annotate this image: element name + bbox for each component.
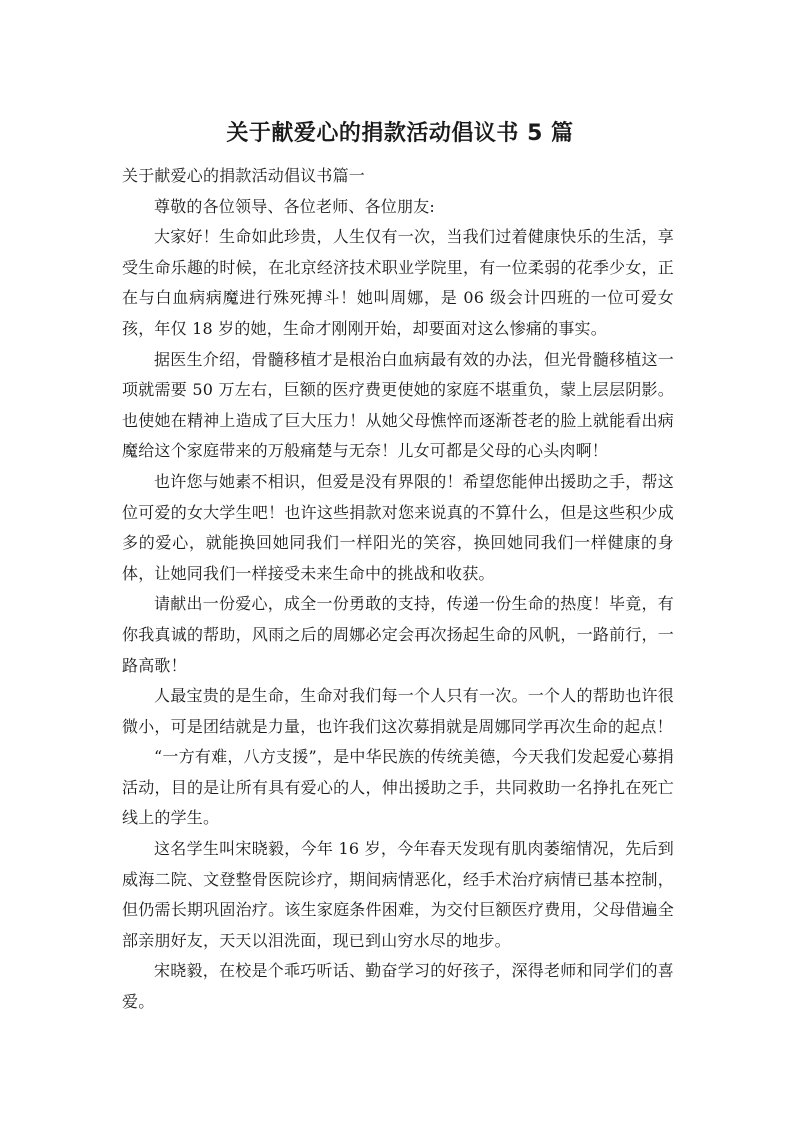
body-paragraph: 这名学生叫宋晓毅，今年 16 岁，今年春天发现有肌肉萎缩情况，先后到威海二院、文登整骨医院诊疗，期间病情恶化，经手术治疗病情已基本控制，但仍需长期巩固治疗。该生家庭条件困难，为交付巨额医疗费用，父母借遍全部亲朋好友，天天以泪洗面，现已到山穷水尽的地步。 [122,839,674,950]
salutation-paragraph: 尊敬的各位领导、各位老师、各位朋友: [154,196,435,216]
body-paragraph: 大家好！生命如此珍贵，人生仅有一次，当我们过着健康快乐的生活，享受生命乐趣的时候，在北京经济技术职业学院里，有一位柔弱的花季少女，正在与白血病病魔进行殊死搏斗！她叫周娜，是 06 级会计四班的一位可爱女孩，年仅 18 岁的她，生命才刚刚开始，却要面对这么惨痛的事实。 [122,227,674,338]
body-paragraph: “一方有难，八方支援”，是中华民族的传统美德，今天我们发起爱心募捐活动，目的是让所有具有爱心的人，伸出援助之手，共同救助一名挣扎在死亡线上的学生。 [122,747,674,828]
body-paragraph: 宋晓毅，在校是个乖巧听话、勤奋学习的好孩子，深得老师和同学们的喜爱。 [122,961,674,1012]
section-heading: 关于献爱心的捐款活动倡议书篇一 [122,166,366,185]
document-body [122,161,674,1018]
body-paragraph: 人最宝贵的是生命，生命对我们每一个人只有一次。一个人的帮助也许很微小，可是团结就是力量，也许我们这次募捐就是周娜同学再次生命的起点！ [122,686,674,736]
body-paragraph: 也许您与她素不相识，但爱是没有界限的！希望您能伸出援助之手，帮这位可爱的女大学生吧！也许这些捐款对您来说真的不算什么，但是这些积少成多的爱心，就能换回她同我们一样阳光的笑容，换回她同我们一样健康的身体，让她同我们一样接受未来生命中的挑战和收获。 [122,471,674,583]
body-paragraph: 请献出一份爱心，成全一份勇敢的支持，传递一份生命的热度！毕竟，有你我真诚的帮助，风雨之后的周娜必定会再次扬起生命的风帆，一路前行，一路高歌！ [122,594,674,675]
body-paragraph: 据医生介绍，骨髓移植才是根治白血病最有效的办法，但光骨髓移植这一项就需要 50 万左右，巨额的医疗费更使她的家庭不堪重负，蒙上层层阴影。也使她在精神上造成了巨大压力！从她父母憔悴而逐渐苍老的脸上就能看出病魔给这个家庭带来的万般痛楚与无奈！儿女可都是父母的心头肉啊！ [122,349,674,461]
document-title: 关于献爱心的捐款活动倡议书 5 篇 [226,121,574,146]
